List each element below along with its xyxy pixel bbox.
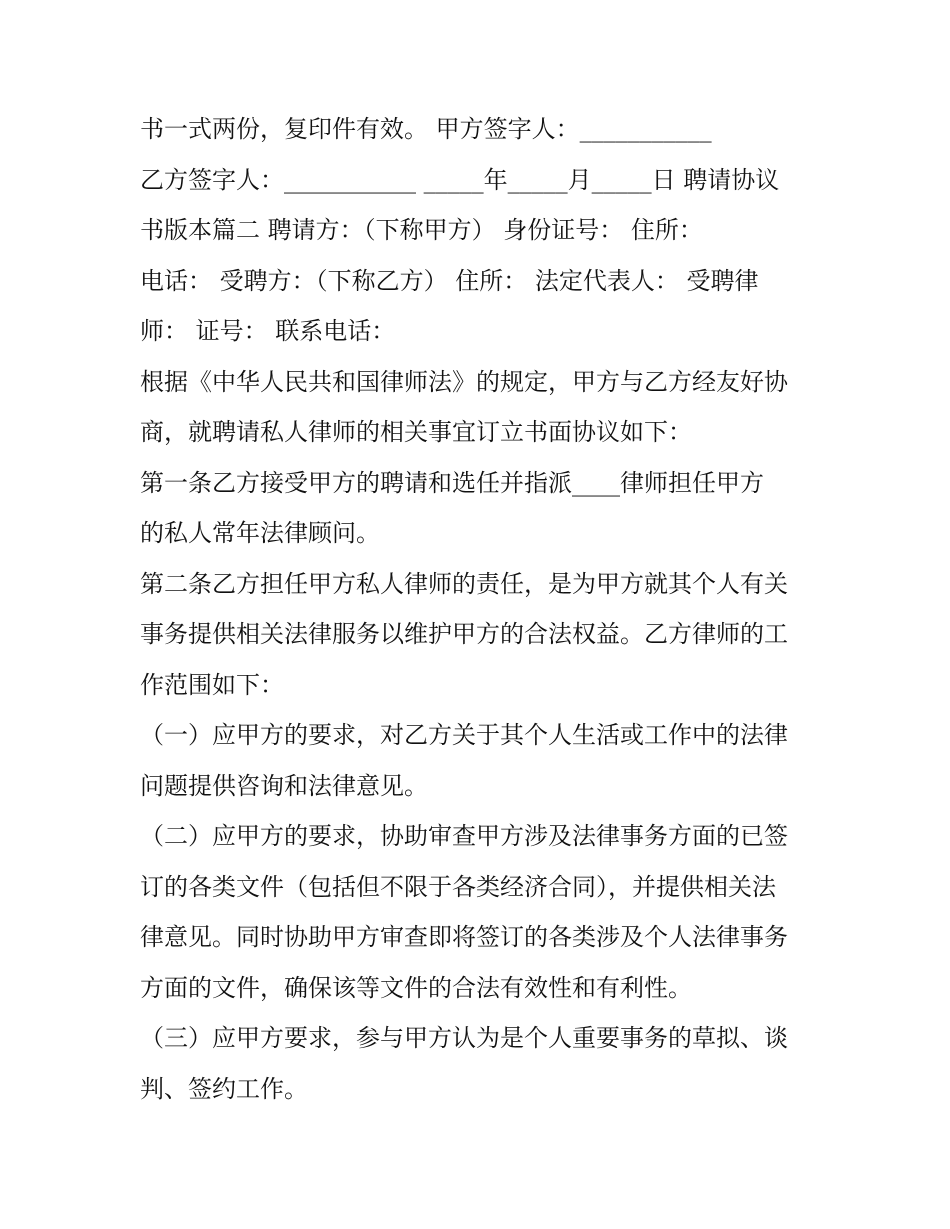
text-line: 乙方签字人：___________ _____年_____月_____日 聘请协议 xyxy=(140,165,780,194)
text-line: （二）应甲方的要求，协助审查甲方涉及法律事务方面的已签 xyxy=(140,822,788,850)
text-line: 书一式两份，复印件有效。 甲方签字人：___________ xyxy=(140,115,712,143)
text-line: 第二条乙方担任甲方私人律师的责任，是为甲方就其个人有关 xyxy=(140,569,788,598)
text-line: 方面的文件，确保该等文件的合法有效性和有利性。 xyxy=(140,973,692,1002)
text-line: 问题提供咨询和法律意见。 xyxy=(140,771,428,800)
text-line: 订的各类文件（包括但不限于各类经济合同），并提供相关法 xyxy=(140,872,776,901)
text-line: 书版本篇二 聘请方：（下称甲方） 身份证号： 住所： xyxy=(140,216,703,244)
text-line: 作范围如下： xyxy=(140,670,284,699)
text-line: 律意见。同时协助甲方审查即将签订的各类涉及个人法律事务 xyxy=(140,923,788,951)
text-line: 商，就聘请私人律师的相关事宜订立书面协议如下： xyxy=(140,418,692,446)
text-line: 的私人常年法律顾问。 xyxy=(140,519,380,547)
text-line: 判、签约工作。 xyxy=(140,1074,308,1103)
text-line: 根据《中华人民共和国律师法》的规定，甲方与乙方经友好协 xyxy=(140,367,788,396)
text-line: 电话： 受聘方：（下称乙方） 住所： 法定代表人： 受聘律 xyxy=(140,266,759,295)
text-line: （三）应甲方要求，参与甲方认为是个人重要事务的草拟、谈 xyxy=(140,1024,788,1052)
text-line: 师： 证号： 联系电话： xyxy=(140,317,396,345)
text-line: 事务提供相关法律服务以维护甲方的合法权益。乙方律师的工 xyxy=(140,620,788,648)
document-body xyxy=(140,104,820,1114)
text-line: 第一条乙方接受甲方的聘请和选任并指派____律师担任甲方 xyxy=(140,468,764,497)
text-line: （一）应甲方的要求，对乙方关于其个人生活或工作中的法律 xyxy=(140,721,788,749)
